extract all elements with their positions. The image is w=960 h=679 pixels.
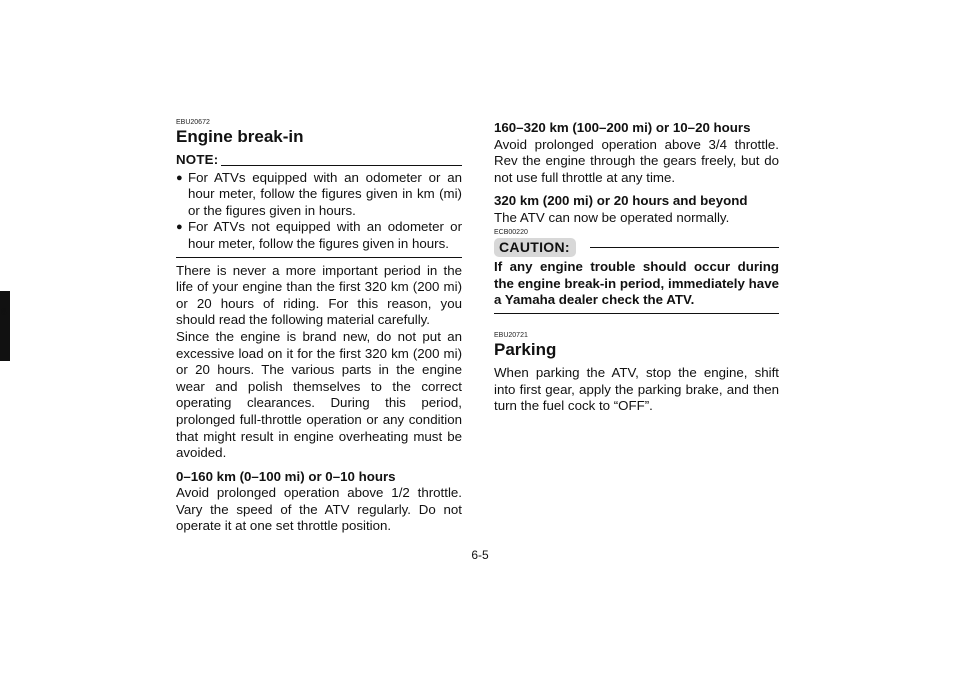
note-item <box>176 219 462 252</box>
section-title-parking: Parking <box>494 339 557 359</box>
stage2-text: Avoid prolonged operation above 3/4 throttle. Rev the engine through the gears freely, but do not use full throttle at any time. <box>494 136 779 185</box>
note-item <box>176 170 462 220</box>
bullet-icon: ● <box>176 171 183 184</box>
caution-label: CAUTION: <box>494 238 576 258</box>
load-paragraph: Since the engine is brand new, do not put an excessive load on it for the first 320 km (200 mi) or 20 hours. The various parts in the engine wear and polish themselves to the correct operating clearances. During this period, prolonged full-throttle operation or any condition that might result in engine overheating must be avoided. <box>176 328 462 461</box>
page-number: 6-5 <box>471 548 489 562</box>
caution-header <box>494 238 779 258</box>
intro-paragraph: There is never a more important period in the life of your engine than the first 320 km (200 mi) or 20 hours of riding. For this reason, you should read the following material carefully. <box>176 262 462 328</box>
stage1-heading: 0–160 km (0–100 mi) or 0–10 hours <box>176 468 396 484</box>
right-column <box>494 117 779 415</box>
parking-code: EBU20721 <box>494 331 528 339</box>
chapter-tab-number: 6 <box>1 307 7 318</box>
parking-text: When parking the ATV, stop the engine, shift into first gear, apply the parking brake, and then turn the fuel cock to “OFF”. <box>494 364 779 414</box>
note-label: NOTE: <box>176 152 219 167</box>
section-title-engine-break-in: Engine break-in <box>176 127 304 146</box>
caution-end-divider <box>494 313 779 314</box>
caution-code: ECB00220 <box>494 228 528 236</box>
note-divider <box>221 165 462 166</box>
note-item-text: For ATVs not equipped with an odometer or hour meter, follow the figures given in hours. <box>188 219 462 251</box>
left-column <box>176 117 462 535</box>
caution-text: If any engine trouble should occur during the engine break-in period, immediately have a Yamaha dealer check the ATV. <box>494 259 779 308</box>
caution-divider <box>590 247 779 248</box>
section-code: EBU20672 <box>176 119 210 126</box>
stage3-text: The ATV can now be operated normally. <box>494 209 730 225</box>
note-end-divider <box>176 257 462 258</box>
bullet-icon: ● <box>176 221 183 234</box>
stage1-text: Avoid prolonged operation above 1/2 throttle. Vary the speed of the ATV regularly. Do not operate it at one set throttle position. <box>176 485 462 534</box>
stage2-heading: 160–320 km (100–200 mi) or 10–20 hours <box>494 120 751 135</box>
chapter-tab <box>0 291 10 361</box>
note-header <box>176 152 462 169</box>
note-item-text: For ATVs equipped with an odometer or an hour meter, follow the figures given in km (mi) or the figures given in hours. <box>188 169 462 218</box>
stage3-heading: 320 km (200 mi) or 20 hours and beyond <box>494 193 748 209</box>
